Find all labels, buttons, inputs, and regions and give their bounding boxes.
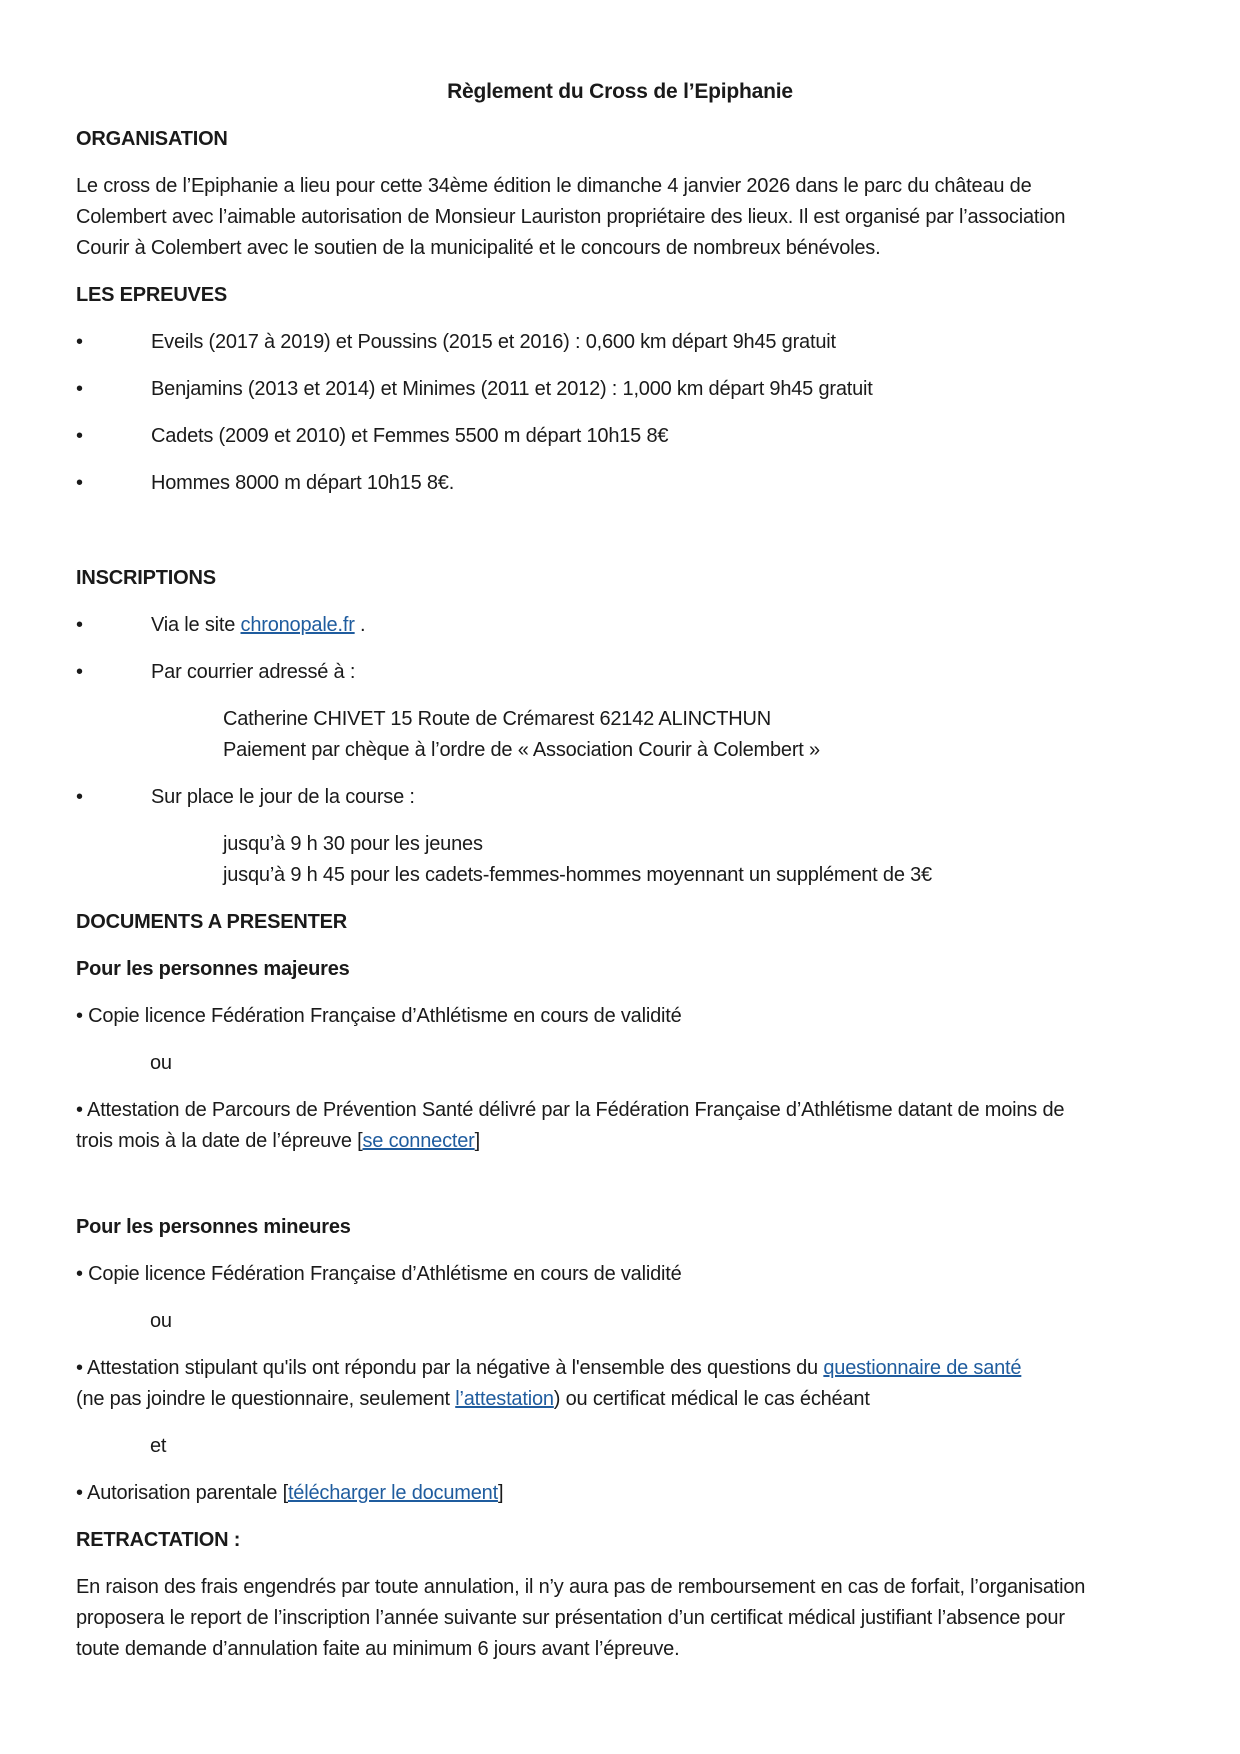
courrier-address: Catherine CHIVET 15 Route de Crémarest 62142 ALINCTHUN — [223, 708, 771, 730]
majeures-item-licence: • Copie licence Fédération Française d’Athlétisme en cours de validité — [76, 1005, 682, 1027]
section-heading-inscriptions: INSCRIPTIONS — [76, 567, 216, 589]
mineures-item-attestation-line — [76, 1353, 1164, 1384]
organisation-paragraph-line: Colembert avec l’aimable autorisation de Monsieur Lauriston propriétaire des lieux. Il est organisé par l’association — [76, 206, 1066, 228]
courrier-payment: Paiement par chèque à l’ordre de « Association Courir à Colembert » — [223, 739, 820, 761]
epreuve-text: Benjamins (2013 et 2014) et Minimes (2011 et 2012) : 1,000 km départ 9h45 gratuit — [151, 378, 873, 400]
text: (ne pas joindre le questionnaire, seulement — [76, 1388, 456, 1410]
courrier-label: Par courrier adressé à : — [151, 661, 356, 683]
text: ] — [497, 1482, 504, 1504]
section-heading-retractation: RETRACTATION : — [76, 1529, 241, 1551]
subheading-majeures: Pour les personnes majeures — [76, 958, 350, 980]
retractation-paragraph-line: En raison des frais engendrés par toute annulation, il n’y aura pas de remboursement en cas de forfait, l’organisation — [76, 1576, 1086, 1598]
attestation-link[interactable]: l’attestation — [455, 1388, 554, 1410]
bullet-icon: • — [76, 786, 83, 808]
text: • Autorisation parentale [ — [76, 1482, 288, 1504]
bullet-icon: • — [76, 378, 83, 400]
surplace-line: jusqu’à 9 h 30 pour les jeunes — [223, 833, 483, 855]
subheading-mineures: Pour les personnes mineures — [76, 1216, 351, 1238]
text: trois mois à la date de l’épreuve [ — [76, 1130, 363, 1152]
organisation-paragraph-line: Courir à Colembert avec le soutien de la municipalité et le concours de nombreux bénévoles. — [76, 237, 881, 259]
se-connecter-link[interactable]: se connecter — [362, 1130, 475, 1152]
bullet-icon: • — [76, 661, 83, 683]
via-prefix: Via le site — [151, 614, 241, 636]
epreuve-text: Hommes 8000 m départ 10h15 8€. — [151, 472, 455, 494]
majeures-item-attestation-line — [76, 1126, 1164, 1157]
bullet-icon: • — [76, 472, 83, 494]
bullet-icon: • — [76, 614, 83, 636]
section-heading-organisation: ORGANISATION — [76, 128, 228, 150]
majeures-item-attestation-line: • Attestation de Parcours de Prévention Santé délivré par la Fédération Française d’Athlétisme datant de moins de — [76, 1099, 1065, 1121]
document-title: Règlement du Cross de l’Epiphanie — [447, 80, 793, 103]
mineures-item-attestation-line — [76, 1384, 1164, 1415]
mineures-and: et — [150, 1435, 167, 1457]
text: ) ou certificat médical le cas échéant — [553, 1388, 870, 1410]
telecharger-document-link[interactable]: télécharger le document — [287, 1482, 498, 1504]
bullet-icon: • — [76, 331, 83, 353]
organisation-paragraph-line: Le cross de l’Epiphanie a lieu pour cette 34ème édition le dimanche 4 janvier 2026 dans le parc du château de — [76, 175, 1032, 197]
text: ] — [474, 1130, 480, 1152]
surplace-line: jusqu’à 9 h 45 pour les cadets-femmes-hommes moyennant un supplément de 3€ — [223, 864, 932, 886]
mineures-or: ou — [150, 1310, 172, 1332]
bullet-icon: • — [76, 425, 83, 447]
section-heading-documents: DOCUMENTS A PRESENTER — [76, 911, 348, 933]
section-heading-epreuves: LES EPREUVES — [76, 284, 227, 306]
majeures-or: ou — [150, 1052, 172, 1074]
surplace-label: Sur place le jour de la course : — [151, 786, 415, 808]
mineures-item-licence: • Copie licence Fédération Française d’Athlétisme en cours de validité — [76, 1263, 682, 1285]
chronopale-link[interactable]: chronopale.fr — [240, 614, 355, 636]
retractation-paragraph-line: proposera le report de l’inscription l’année suivante sur présentation d’un certificat médical justifiant l’absence pour — [76, 1607, 1065, 1629]
epreuve-text: Cadets (2009 et 2010) et Femmes 5500 m départ 10h15 8€ — [151, 425, 669, 447]
text: • Attestation stipulant qu'ils ont répondu par la négative à l'ensemble des questions du — [76, 1357, 824, 1379]
questionnaire-sante-link[interactable]: questionnaire de santé — [823, 1357, 1022, 1379]
retractation-paragraph-line: toute demande d’annulation faite au minimum 6 jours avant l’épreuve. — [76, 1638, 680, 1660]
epreuve-text: Eveils (2017 à 2019) et Poussins (2015 et 2016) : 0,600 km départ 9h45 gratuit — [151, 331, 836, 353]
mineures-item-autorisation — [76, 1478, 1164, 1509]
inscription-web-text — [151, 610, 365, 641]
via-suffix: . — [354, 614, 366, 636]
